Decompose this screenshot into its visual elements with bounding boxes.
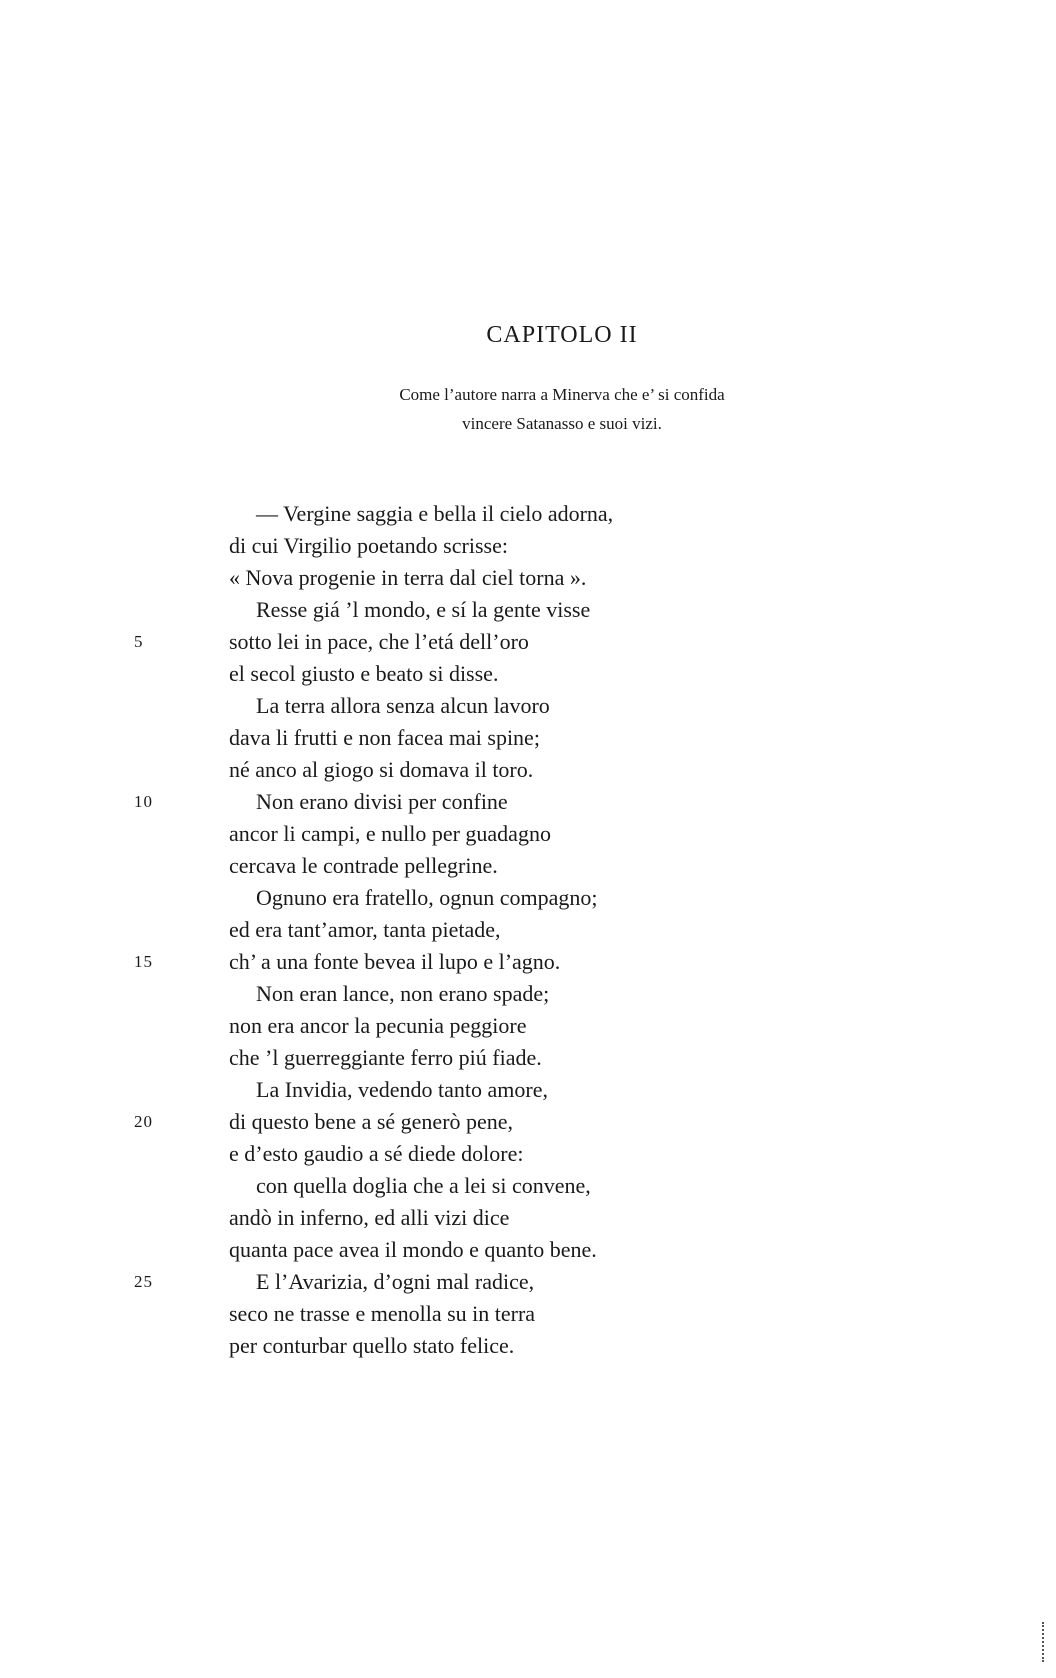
verse-text: né anco al giogo si domava il toro.: [229, 757, 534, 782]
verse-line: [0, 1106, 1056, 1138]
verse-text: che ’l guerreggiante ferro piú fiade.: [229, 1045, 542, 1070]
verse-line: [0, 754, 1056, 786]
verse-text: non era ancor la pecunia peggiore: [229, 1013, 527, 1038]
verse-line: [0, 1010, 1056, 1042]
verse-line: [0, 882, 1056, 914]
verse-line: [0, 1074, 1056, 1106]
verse-line: [0, 818, 1056, 850]
verse-line: [0, 690, 1056, 722]
verse-text: ancor li campi, e nullo per guadagno: [229, 821, 551, 846]
verse-line: [0, 626, 1056, 658]
verse-line: [0, 1266, 1056, 1298]
verse-text: ch’ a una fonte bevea il lupo e l’agno.: [229, 949, 561, 974]
page-edge-mark: [1042, 1622, 1048, 1662]
line-number: 20: [134, 1112, 153, 1131]
line-number: 10: [134, 792, 153, 811]
verse-line: [0, 1170, 1056, 1202]
verse-text: E l’Avarizia, d’ogni mal radice,: [256, 1269, 535, 1294]
verse-line: [0, 914, 1056, 946]
verse-text: Ognuno era fratello, ognun compagno;: [256, 885, 598, 910]
verse-line: [0, 978, 1056, 1010]
verse-text: La Invidia, vedendo tanto amore,: [256, 1077, 549, 1102]
verse-line: [0, 1042, 1056, 1074]
chapter-title: CAPITOLO II: [486, 322, 638, 348]
verse-line: [0, 1202, 1056, 1234]
verse-line: [0, 1298, 1056, 1330]
verse-text: di questo bene a sé generò pene,: [229, 1109, 514, 1134]
verse-line: [0, 946, 1056, 978]
line-number: 15: [134, 952, 153, 971]
verse-text: ed era tant’amor, tanta pietade,: [229, 917, 501, 942]
verse-line: [0, 594, 1056, 626]
verse-text: cercava le contrade pellegrine.: [229, 853, 498, 878]
verse-line: [0, 1138, 1056, 1170]
verse-text: dava li frutti e non facea mai spine;: [229, 725, 540, 750]
verse-text: andò in inferno, ed alli vizi dice: [229, 1205, 510, 1230]
verse-line: [0, 658, 1056, 690]
verse-text: seco ne trasse e menolla su in terra: [229, 1301, 536, 1326]
verse-text: Non eran lance, non erano spade;: [256, 981, 550, 1006]
verse-text: per conturbar quello stato felice.: [229, 1333, 515, 1358]
verse-line: [0, 562, 1056, 594]
summary-line: vincere Satanasso e suoi vizi.: [462, 414, 662, 433]
poem-body: [0, 498, 1056, 1362]
verse-text: — Vergine saggia e bella il cielo adorna,: [256, 501, 614, 526]
verse-line: [0, 850, 1056, 882]
line-number: 5: [134, 632, 144, 651]
verse-text: quanta pace avea il mondo e quanto bene.: [229, 1237, 597, 1262]
verse-text: el secol giusto e beato si disse.: [229, 661, 499, 686]
verse-text: di cui Virgilio poetando scrisse:: [229, 533, 508, 558]
verse-text: Resse giá ’l mondo, e sí la gente visse: [256, 597, 591, 622]
verse-line: [0, 1330, 1056, 1362]
verse-text: sotto lei in pace, che l’etá dell’oro: [229, 629, 529, 654]
verse-text: « Nova progenie in terra dal ciel torna ».: [229, 565, 587, 590]
verse-text: e d’esto gaudio a sé diede dolore:: [229, 1141, 524, 1166]
verse-text: La terra allora senza alcun lavoro: [256, 693, 550, 718]
line-number: 25: [134, 1272, 153, 1291]
verse-line: [0, 530, 1056, 562]
verse-line: [0, 722, 1056, 754]
summary-line: Come l’autore narra a Minerva che e’ si confida: [399, 385, 725, 404]
chapter-summary: [34, 380, 1056, 438]
verse-text: con quella doglia che a lei si convene,: [256, 1173, 591, 1198]
verse-line: [0, 786, 1056, 818]
verse-line: [0, 1234, 1056, 1266]
verse-text: Non erano divisi per confine: [256, 789, 508, 814]
verse-line: [0, 498, 1056, 530]
